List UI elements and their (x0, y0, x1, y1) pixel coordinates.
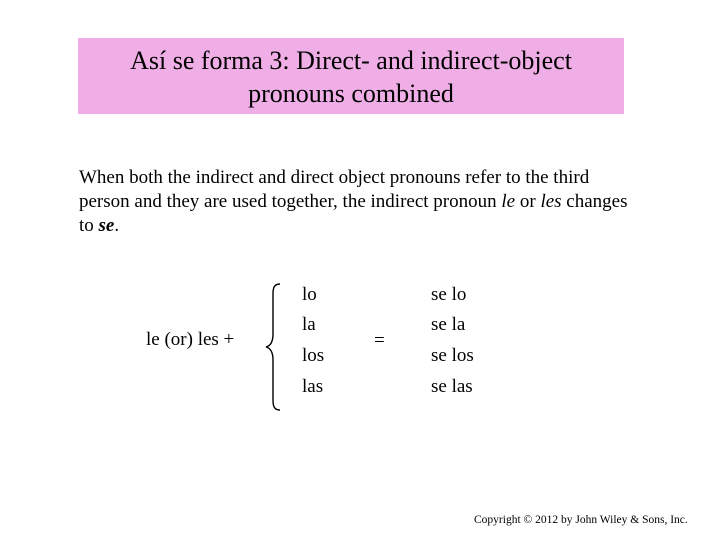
copyright-footer: Copyright © 2012 by John Wiley & Sons, Inc. (474, 514, 688, 526)
combined-se-los: se los (431, 345, 474, 366)
pronoun-la: la (302, 314, 316, 335)
intro-paragraph (79, 166, 639, 238)
intro-le: le (501, 191, 516, 212)
left-label: le (or) les + (146, 329, 235, 350)
title-line-1: Así se forma 3: Direct- and indirect-object (130, 46, 572, 75)
equals-sign: = (374, 330, 385, 351)
pronoun-lo: lo (302, 284, 317, 305)
pronoun-los: los (302, 345, 325, 366)
intro-se: se (98, 215, 115, 236)
title-line-2: pronouns combined (248, 79, 454, 108)
pronoun-las: las (302, 376, 324, 397)
intro-text-1: When both the indirect and direct object pronouns refer to the third person and they are used together, the indirect pronoun (79, 167, 590, 212)
combined-se-lo: se lo (431, 284, 467, 305)
slide-title (78, 38, 624, 114)
intro-period: . (114, 215, 120, 236)
combined-se-las: se las (431, 376, 473, 397)
intro-text-2: changes to (79, 191, 628, 236)
combined-se-la: se la (431, 314, 466, 335)
intro-or: or (515, 191, 541, 212)
intro-les: les (540, 191, 562, 212)
curly-brace (264, 282, 284, 412)
